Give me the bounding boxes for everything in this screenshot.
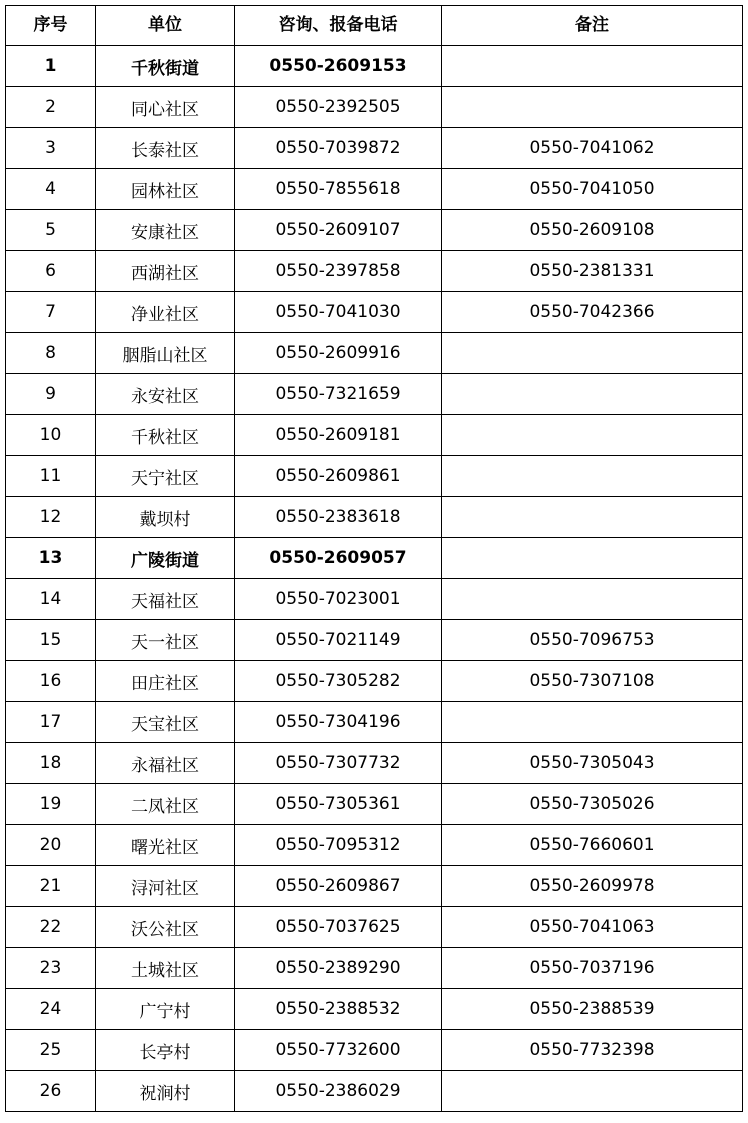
cell-phone: [235, 251, 442, 292]
cell-phone: [235, 456, 442, 497]
cell-unit-text: 土城社区: [131, 960, 199, 981]
cell-number: [6, 292, 96, 333]
table-row: [6, 333, 743, 374]
cell-phone-text: 0550-7321659: [275, 383, 401, 404]
cell-unit-text: 千秋社区: [131, 427, 199, 448]
cell-unit: [96, 292, 235, 333]
cell-number: [6, 989, 96, 1030]
cell-phone: [235, 374, 442, 415]
cell-phone: [235, 866, 442, 907]
cell-unit: [96, 661, 235, 702]
cell-number-text: 12: [39, 506, 62, 527]
cell-note: [442, 128, 743, 169]
cell-note: [442, 620, 743, 661]
cell-phone-text: 0550-7023001: [275, 588, 401, 609]
cell-number-text: 21: [39, 875, 62, 896]
cell-unit-text: 园林社区: [131, 181, 199, 202]
table-row: [6, 128, 743, 169]
cell-number: [6, 579, 96, 620]
cell-note-text: 0550-2388539: [529, 998, 655, 1019]
cell-phone: [235, 46, 442, 87]
table-row: [6, 210, 743, 251]
cell-note-text: 0550-7037196: [529, 957, 655, 978]
cell-unit: [96, 907, 235, 948]
cell-number: [6, 743, 96, 784]
table-row: [6, 702, 743, 743]
cell-unit-text: 田庄社区: [131, 673, 199, 694]
cell-number: [6, 1030, 96, 1071]
cell-number-text: 22: [39, 916, 62, 937]
cell-number: [6, 620, 96, 661]
table-row: [6, 415, 743, 456]
cell-unit-text: 浔河社区: [131, 878, 199, 899]
cell-number-text: 24: [39, 998, 62, 1019]
cell-unit: [96, 456, 235, 497]
cell-unit: [96, 87, 235, 128]
cell-unit: [96, 128, 235, 169]
cell-unit: [96, 825, 235, 866]
header-unit: 单位: [96, 6, 235, 46]
cell-phone: [235, 538, 442, 579]
cell-note: [442, 948, 743, 989]
cell-number-text: 17: [39, 711, 62, 732]
cell-number-text: 18: [39, 752, 62, 773]
cell-number: [6, 825, 96, 866]
cell-number-text: 9: [45, 383, 56, 404]
cell-unit: [96, 1071, 235, 1112]
cell-unit-text: 西湖社区: [131, 263, 199, 284]
cell-phone: [235, 989, 442, 1030]
cell-phone: [235, 702, 442, 743]
cell-note: [442, 743, 743, 784]
cell-phone: [235, 620, 442, 661]
cell-number: [6, 46, 96, 87]
cell-note-text: 0550-2609108: [529, 219, 655, 240]
cell-phone-text: 0550-2392505: [275, 96, 401, 117]
cell-unit-text: 长亭村: [139, 1042, 191, 1063]
cell-number-text: 26: [39, 1080, 62, 1101]
table-row: [6, 620, 743, 661]
cell-phone: [235, 948, 442, 989]
cell-unit: [96, 415, 235, 456]
cell-phone-text: 0550-2609867: [275, 875, 401, 896]
table-row: [6, 1071, 743, 1112]
cell-phone-text: 0550-7021149: [275, 629, 401, 650]
cell-note: [442, 825, 743, 866]
cell-unit-text: 天福社区: [131, 591, 199, 612]
cell-unit-text: 天一社区: [131, 632, 199, 653]
cell-note-text: 0550-7041062: [529, 137, 655, 158]
table-header-row: [6, 6, 743, 46]
cell-unit-text: 长泰社区: [131, 140, 199, 161]
cell-unit: [96, 866, 235, 907]
cell-phone: [235, 210, 442, 251]
cell-note: [442, 456, 743, 497]
cell-number: [6, 210, 96, 251]
cell-unit-text: 净业社区: [131, 304, 199, 325]
cell-phone: [235, 579, 442, 620]
cell-number-text: 2: [45, 96, 56, 117]
cell-note-text: 0550-7307108: [529, 670, 655, 691]
cell-phone: [235, 1071, 442, 1112]
cell-unit-text: 二凤社区: [131, 796, 199, 817]
cell-unit: [96, 538, 235, 579]
cell-number: [6, 538, 96, 579]
cell-number: [6, 866, 96, 907]
cell-unit: [96, 333, 235, 374]
cell-phone: [235, 169, 442, 210]
cell-unit: [96, 948, 235, 989]
cell-note: [442, 538, 743, 579]
cell-number-text: 23: [39, 957, 62, 978]
cell-unit-text: 永福社区: [131, 755, 199, 776]
cell-unit-text: 祝涧村: [139, 1083, 191, 1104]
cell-phone: [235, 128, 442, 169]
cell-phone: [235, 661, 442, 702]
cell-note-text: 0550-7041050: [529, 178, 655, 199]
table-row: [6, 743, 743, 784]
cell-phone-text: 0550-7095312: [275, 834, 401, 855]
cell-number-text: 6: [45, 260, 56, 281]
table-row: [6, 866, 743, 907]
cell-number: [6, 251, 96, 292]
cell-number-text: 10: [39, 424, 62, 445]
cell-note: [442, 866, 743, 907]
cell-unit-text: 广宁村: [139, 1001, 191, 1022]
table-row: [6, 374, 743, 415]
cell-phone: [235, 333, 442, 374]
cell-unit-text: 天宁社区: [131, 468, 199, 489]
cell-number: [6, 1071, 96, 1112]
cell-phone-text: 0550-7732600: [275, 1039, 401, 1060]
table-row: [6, 87, 743, 128]
cell-phone: [235, 1030, 442, 1071]
cell-phone-text: 0550-2386029: [275, 1080, 401, 1101]
cell-number: [6, 702, 96, 743]
cell-phone: [235, 784, 442, 825]
cell-number-text: 20: [39, 834, 62, 855]
cell-number: [6, 415, 96, 456]
cell-number: [6, 169, 96, 210]
cell-note: [442, 415, 743, 456]
table-row: [6, 825, 743, 866]
cell-unit: [96, 702, 235, 743]
cell-note-text: 0550-2381331: [529, 260, 655, 281]
cell-unit-text: 戴坝村: [139, 509, 191, 530]
cell-note: [442, 46, 743, 87]
table-row-subdistrict: [6, 46, 743, 87]
cell-phone-text: 0550-7037625: [275, 916, 401, 937]
contact-table-sheet: [5, 5, 742, 1112]
cell-note: [442, 169, 743, 210]
cell-note: [442, 1030, 743, 1071]
cell-number: [6, 948, 96, 989]
cell-phone: [235, 907, 442, 948]
header-number: 序号: [6, 6, 96, 46]
header-phone: 咨询、报备电话: [235, 6, 442, 46]
cell-note-text: 0550-7660601: [529, 834, 655, 855]
cell-number-text: 15: [39, 629, 62, 650]
cell-note: [442, 1071, 743, 1112]
cell-number-text: 7: [45, 301, 56, 322]
table-row: [6, 169, 743, 210]
cell-number: [6, 661, 96, 702]
cell-unit-text: 胭脂山社区: [122, 345, 208, 366]
cell-phone-text: 0550-2609861: [275, 465, 401, 486]
cell-note: [442, 702, 743, 743]
cell-number: [6, 128, 96, 169]
table-row: [6, 497, 743, 538]
cell-number: [6, 374, 96, 415]
cell-number-text: 25: [39, 1039, 62, 1060]
cell-number: [6, 333, 96, 374]
cell-phone: [235, 292, 442, 333]
cell-unit: [96, 46, 235, 87]
cell-unit: [96, 497, 235, 538]
cell-unit-text: 同心社区: [131, 99, 199, 120]
table-row-subdistrict: [6, 538, 743, 579]
cell-unit-text: 广陵街道: [131, 550, 199, 571]
cell-number: [6, 497, 96, 538]
table-row: [6, 784, 743, 825]
table-row: [6, 907, 743, 948]
cell-phone-text: 0550-7039872: [275, 137, 401, 158]
cell-unit-text: 千秋街道: [131, 58, 199, 79]
cell-note: [442, 292, 743, 333]
table-row: [6, 661, 743, 702]
cell-unit-text: 沃公社区: [131, 919, 199, 940]
cell-number-text: 4: [45, 178, 56, 199]
cell-number: [6, 87, 96, 128]
cell-phone: [235, 497, 442, 538]
cell-phone: [235, 415, 442, 456]
cell-phone-text: 0550-2609181: [275, 424, 401, 445]
header-note: 备注: [442, 6, 743, 46]
cell-note: [442, 251, 743, 292]
cell-note-text: 0550-7305026: [529, 793, 655, 814]
cell-note-text: 0550-7732398: [529, 1039, 655, 1060]
cell-note-text: 0550-7042366: [529, 301, 655, 322]
cell-note: [442, 333, 743, 374]
cell-phone-text: 0550-7305361: [275, 793, 401, 814]
table-row: [6, 456, 743, 497]
cell-note-text: 0550-7096753: [529, 629, 655, 650]
cell-number-text: 5: [45, 219, 56, 240]
table-row: [6, 251, 743, 292]
cell-phone-text: 0550-2388532: [275, 998, 401, 1019]
cell-phone-text: 0550-7304196: [275, 711, 401, 732]
cell-number-text: 8: [45, 342, 56, 363]
cell-unit: [96, 374, 235, 415]
cell-note: [442, 87, 743, 128]
table-row: [6, 579, 743, 620]
cell-note: [442, 497, 743, 538]
cell-phone-text: 0550-2397858: [275, 260, 401, 281]
cell-unit: [96, 169, 235, 210]
cell-unit: [96, 210, 235, 251]
cell-note: [442, 374, 743, 415]
cell-note: [442, 989, 743, 1030]
cell-number-text: 13: [38, 547, 63, 568]
table-row: [6, 948, 743, 989]
cell-phone: [235, 825, 442, 866]
contact-table: [5, 5, 743, 1112]
cell-phone-text: 0550-2389290: [275, 957, 401, 978]
cell-number-text: 11: [39, 465, 62, 486]
cell-phone-text: 0550-7041030: [275, 301, 401, 322]
cell-note-text: 0550-7041063: [529, 916, 655, 937]
cell-number-text: 14: [39, 588, 62, 609]
cell-number: [6, 784, 96, 825]
cell-unit-text: 永安社区: [131, 386, 199, 407]
cell-phone-text: 0550-2383618: [275, 506, 401, 527]
cell-phone-text: 0550-2609916: [275, 342, 401, 363]
cell-unit-text: 安康社区: [131, 222, 199, 243]
cell-unit: [96, 251, 235, 292]
cell-unit: [96, 620, 235, 661]
cell-phone: [235, 87, 442, 128]
cell-unit: [96, 743, 235, 784]
cell-note: [442, 907, 743, 948]
cell-phone-text: 0550-2609153: [269, 55, 407, 76]
cell-phone-text: 0550-2609107: [275, 219, 401, 240]
cell-phone-text: 0550-7855618: [275, 178, 401, 199]
cell-unit: [96, 784, 235, 825]
cell-number-text: 19: [39, 793, 62, 814]
cell-number-text: 1: [44, 55, 57, 76]
table-row: [6, 989, 743, 1030]
cell-unit: [96, 579, 235, 620]
cell-number-text: 16: [39, 670, 62, 691]
cell-note: [442, 210, 743, 251]
cell-note: [442, 661, 743, 702]
cell-phone-text: 0550-7305282: [275, 670, 401, 691]
cell-note: [442, 579, 743, 620]
cell-number: [6, 456, 96, 497]
cell-phone-text: 0550-7307732: [275, 752, 401, 773]
cell-phone-text: 0550-2609057: [269, 547, 407, 568]
cell-phone: [235, 743, 442, 784]
cell-unit: [96, 989, 235, 1030]
cell-note: [442, 784, 743, 825]
table-row: [6, 292, 743, 333]
cell-unit-text: 天宝社区: [131, 714, 199, 735]
cell-number: [6, 907, 96, 948]
cell-number-text: 3: [45, 137, 56, 158]
cell-unit: [96, 1030, 235, 1071]
table-body: [6, 46, 743, 1112]
cell-note-text: 0550-2609978: [529, 875, 655, 896]
table-row: [6, 1030, 743, 1071]
cell-note-text: 0550-7305043: [529, 752, 655, 773]
cell-unit-text: 曙光社区: [131, 837, 199, 858]
